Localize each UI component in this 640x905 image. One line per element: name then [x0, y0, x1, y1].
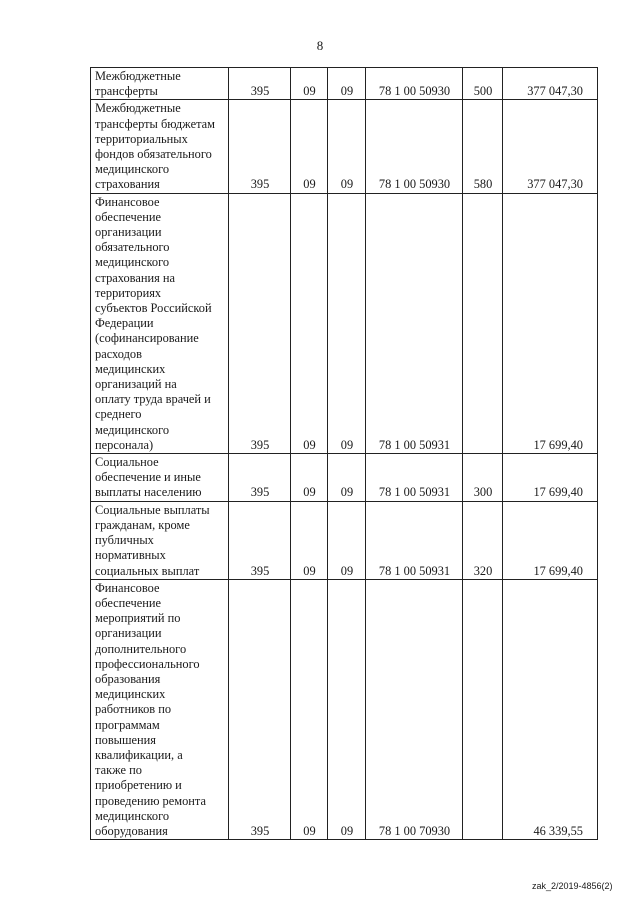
expense-type-cell	[463, 193, 503, 453]
amount-cell: 17 699,40	[503, 193, 598, 453]
ministry-code-cell: 395	[229, 193, 291, 453]
section-code-cell: 09	[291, 100, 328, 193]
table-row	[91, 501, 598, 579]
footer-reference: zak_2/2019-4856(2)	[532, 881, 613, 891]
ministry-code-cell: 395	[229, 454, 291, 502]
row-name-cell: Межбюджетные трансферты бюджетам территориальных фондов обязательного медицинского страхования	[91, 100, 229, 193]
amount-cell: 377 047,30	[503, 100, 598, 193]
row-name-cell: Финансовое обеспечение организации обязательного медицинского страхования на территориях субъектов Российской Федерации (софинансирование расходов медицинских организаций на оплату труда врачей и среднего медицинского персонала)	[91, 193, 229, 453]
table-row	[91, 68, 598, 100]
target-article-cell: 78 1 00 50930	[366, 68, 463, 100]
section-code-cell: 09	[291, 454, 328, 502]
expense-type-cell: 580	[463, 100, 503, 193]
section-code-cell: 09	[291, 68, 328, 100]
expense-type-cell: 500	[463, 68, 503, 100]
ministry-code-cell: 395	[229, 579, 291, 839]
target-article-cell: 78 1 00 50930	[366, 100, 463, 193]
amount-cell: 46 339,55	[503, 579, 598, 839]
ministry-code-cell: 395	[229, 100, 291, 193]
table-row	[91, 454, 598, 502]
page-number: 8	[316, 38, 324, 53]
section-code-cell: 09	[291, 193, 328, 453]
table-body	[91, 68, 598, 840]
table-row	[91, 579, 598, 839]
amount-cell: 377 047,30	[503, 68, 598, 100]
target-article-cell: 78 1 00 50931	[366, 454, 463, 502]
target-article-cell: 78 1 00 70930	[366, 579, 463, 839]
expense-type-cell: 300	[463, 454, 503, 502]
row-name-cell: Социальные выплаты гражданам, кроме публичных нормативных социальных выплат	[91, 501, 229, 579]
target-article-cell: 78 1 00 50931	[366, 501, 463, 579]
expense-type-cell: 320	[463, 501, 503, 579]
subsection-code-cell: 09	[328, 68, 366, 100]
table-row	[91, 100, 598, 193]
section-code-cell: 09	[291, 501, 328, 579]
amount-cell: 17 699,40	[503, 454, 598, 502]
subsection-code-cell: 09	[328, 501, 366, 579]
row-name-cell: Финансовое обеспечение мероприятий по организации дополнительного профессионального образования медицинских работников по программам повышения квалификации, а также по приобретению и проведению ремонта медицинского оборудования	[91, 579, 229, 839]
section-code-cell: 09	[291, 579, 328, 839]
expense-type-cell	[463, 579, 503, 839]
subsection-code-cell: 09	[328, 100, 366, 193]
table-row	[91, 193, 598, 453]
budget-table	[90, 67, 598, 840]
subsection-code-cell: 09	[328, 193, 366, 453]
ministry-code-cell: 395	[229, 68, 291, 100]
amount-cell: 17 699,40	[503, 501, 598, 579]
ministry-code-cell: 395	[229, 501, 291, 579]
row-name-cell: Межбюджетные трансферты	[91, 68, 229, 100]
subsection-code-cell: 09	[328, 579, 366, 839]
target-article-cell: 78 1 00 50931	[366, 193, 463, 453]
row-name-cell: Социальное обеспечение и иные выплаты населению	[91, 454, 229, 502]
subsection-code-cell: 09	[328, 454, 366, 502]
